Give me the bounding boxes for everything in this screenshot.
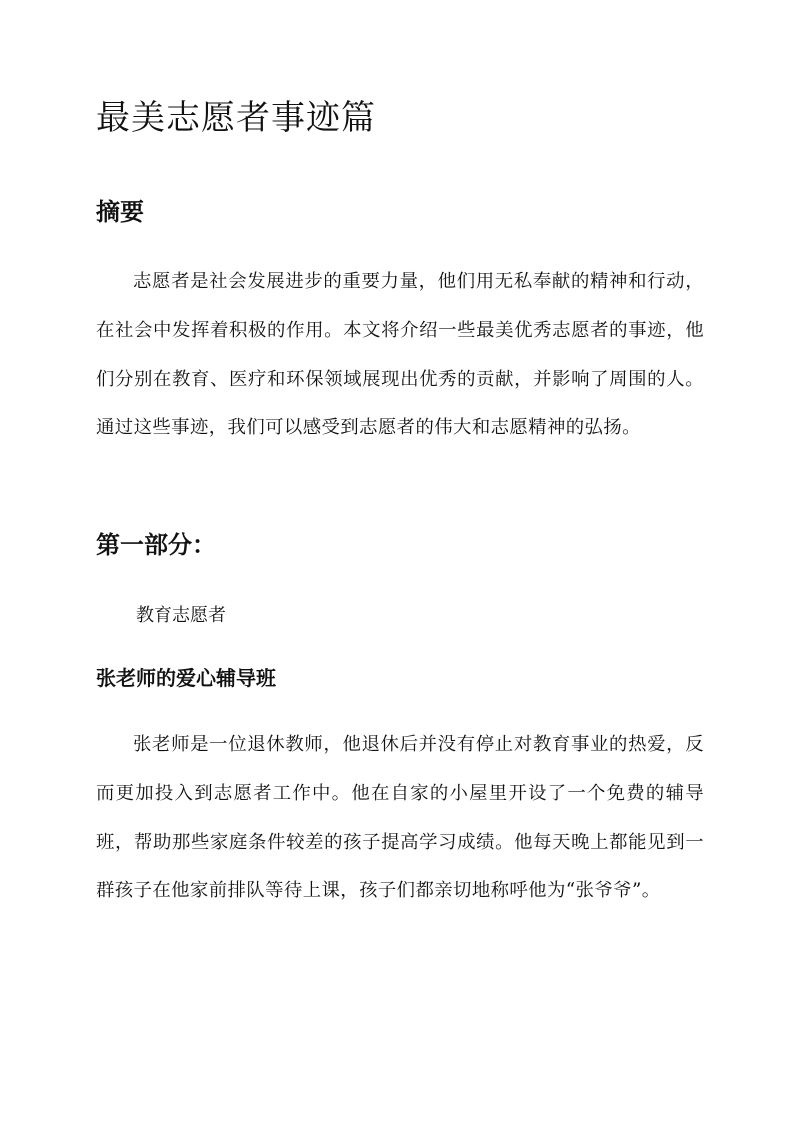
story-paragraph: 张老师是一位退休教师，他退休后并没有停止对教育事业的热爱，反而更加投入到志愿者工作中。他在自家的小屋里开设了一个免费的辅导班，帮助那些家庭条件较差的孩子提高学习成绩。他每天晚上都能见到一群孩子在他家前排队等待上课，孩子们都亲切地称呼他为“张爷爷”。 (96, 734, 704, 902)
document-title: 最美志愿者事迹篇 (96, 98, 376, 138)
part-one-category: 教育志愿者 (136, 605, 226, 626)
abstract-paragraph: 志愿者是社会发展进步的重要力量，他们用无私奉献的精神和行动，在社会中发挥着积极的作用。本文将介绍一些最美优秀志愿者的事迹，他们分别在教育、医疗和环保领域展现出优秀的贡献，并影响了周围的人。通过这些事迹，我们可以感受到志愿者的伟大和志愿精神的弘扬。 (96, 271, 704, 439)
story-title: 张老师的爱心辅导班 (96, 666, 276, 690)
part-one-heading: 第一部分： (96, 530, 216, 559)
abstract-heading: 摘要 (96, 197, 144, 226)
